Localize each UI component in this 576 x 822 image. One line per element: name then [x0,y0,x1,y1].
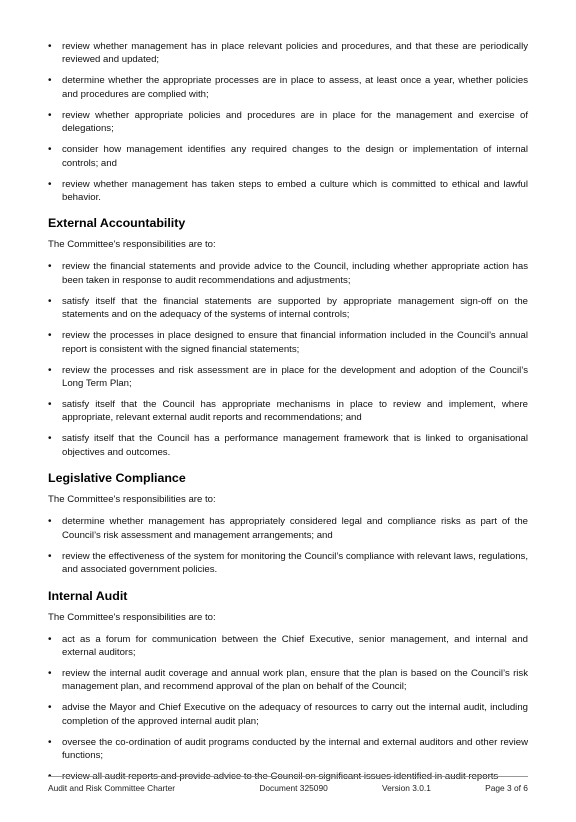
list-item [48,74,528,101]
list-item-text: oversee the co-ordination of audit programs conducted by the internal and external auditors and other review functions; [62,736,528,762]
section-intro: The Committee's responsibilities are to: [48,611,216,623]
bullet-icon: • [48,144,52,156]
list-item-text: review all audit reports and provide advice to the Council on significant issues identified in audit reports [62,771,499,783]
bullet-icon: • [48,550,52,562]
list-item [48,550,528,577]
list-item-text: review whether management has taken steps to embed a culture which is committed to ethical and lawful behavior. [62,178,528,204]
list-item [48,295,528,322]
list-item-text: act as a forum for communication between the Chief Executive, senior management, and internal and external auditors; [62,633,528,658]
list-item-text: determine whether the appropriate processes are in place to assess, at least once a year, whether policies and procedures are complied with; [62,75,528,100]
bullet-list [48,515,528,576]
list-item [48,667,528,694]
list-item-text: satisfy itself that the financial statements are supported by appropriate management sign-off on the statements and on the adequacy of the systems of internal controls; [62,295,528,321]
footer-document-number: Document 325090 [259,783,328,793]
list-item [48,178,528,205]
list-item [48,736,528,763]
bullet-icon: • [48,633,52,645]
section-intro: The Committee's responsibilities are to: [48,494,216,506]
footer-title: Audit and Risk Committee Charter [48,783,176,793]
list-item-text: review the processes and risk assessment are in place for the development and adoption of the Council’s Long Term Plan; [62,364,528,390]
bullet-icon: • [48,667,52,679]
footer-page-number: Page 3 of 6 [485,783,528,793]
list-item-text: satisfy itself that the Council has appropriate mechanisms in place to review and implement, where appropriate, relevant external audit reports and recommendations; and [62,399,528,424]
list-item-text: review whether management has in place relevant policies and procedures, and that these are periodically reviewed and updated; [62,41,528,66]
bullet-icon: • [48,702,52,714]
list-item-text: review the internal audit coverage and annual work plan, ensure that the plan is based on the Council’s risk management plan, and recommend approval of the plan on behalf of the Council; [62,667,528,693]
bullet-icon: • [48,516,52,528]
list-item-text: advise the Mayor and Chief Executive on the adequacy of resources to carry out the internal audit, including completion of the approved internal audit plan; [62,702,528,727]
section [48,216,528,459]
bullet-icon: • [48,109,52,121]
bullet-icon: • [48,330,52,342]
bullet-icon: • [48,75,52,87]
footer-version: Version 3.0.1 [382,783,431,793]
list-item [48,701,528,728]
list-item [48,40,528,67]
list-item-text: review whether appropriate policies and procedures are in place for the management and exercise of delegations; [62,109,528,135]
list-item [48,633,528,660]
section-intro: The Committee's responsibilities are to: [48,239,216,251]
bullet-icon: • [48,399,52,411]
list-item [48,398,528,425]
bullet-list [48,260,528,459]
list-item-text: consider how management identifies any required changes to the design or implementation of internal controls; and [62,144,528,169]
section-heading: Internal Audit [48,588,128,603]
list-item [48,364,528,391]
list-item-text: review the financial statements and provide advice to the Council, including whether appropriate action has been taken in response to audit recommendations and adjustments; [62,261,528,286]
list-item [48,260,528,287]
list-item [48,109,528,136]
list-item [48,329,528,356]
bullet-icon: • [48,295,52,307]
bullet-list [48,633,528,784]
list-item [48,432,528,459]
list-item [48,143,528,170]
bullet-icon: • [48,364,52,376]
section [48,471,528,576]
bullet-icon: • [48,771,52,783]
section-heading: External Accountability [48,216,186,231]
page-footer [48,776,528,793]
section [48,40,528,204]
document-body [48,40,528,791]
section [48,589,528,784]
list-item-text: determine whether management has appropriately considered legal and compliance risks as part of the Council’s risk assessment and management arrangements; and [62,516,528,541]
bullet-icon: • [48,433,52,445]
bullet-list [48,40,528,204]
list-item-text: review the effectiveness of the system for monitoring the Council’s compliance with relevant laws, regulations, and associated government policies. [62,550,528,576]
bullet-icon: • [48,178,52,190]
bullet-icon: • [48,736,52,748]
list-item-text: review the processes in place designed to ensure that financial information included in the Council’s annual report is consistent with the signed financial statements; [62,330,528,355]
bullet-icon: • [48,261,52,273]
list-item-text: satisfy itself that the Council has a performance management framework that is linked to organisational objectives and outcomes. [62,433,528,458]
list-item [48,515,528,542]
bullet-icon: • [48,41,52,52]
section-heading: Legislative Compliance [48,471,186,486]
